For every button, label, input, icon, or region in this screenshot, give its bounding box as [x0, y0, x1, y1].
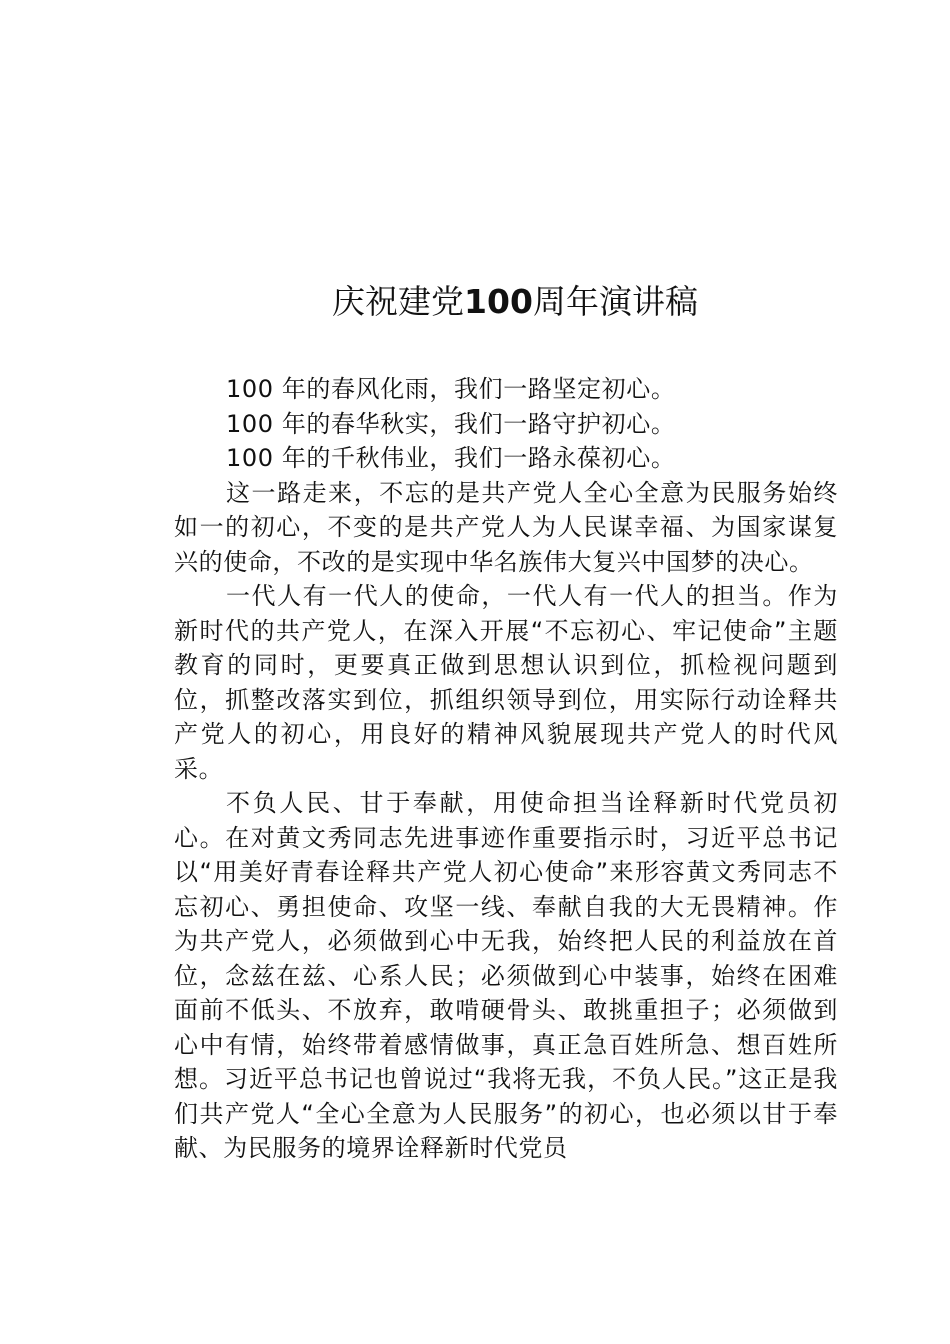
paragraph-4: 这一路走来，不忘的是共产党人全心全意为民服务始终如一的初心，不变的是共产党人为人民谋幸福、为国家谋复兴的使命，不改的是实现中华名族伟大复兴中国梦的决心。: [174, 478, 838, 576]
title-number: 100: [464, 282, 533, 321]
page-title: [0, 282, 950, 322]
title-text: 庆祝建党: [332, 282, 465, 321]
paragraph-5: 一代人有一代人的使命，一代人有一代人的担当。作为新时代的共产党人，在深入开展“不忘初心、牢记使命”主题教育的同时，更要真正做到思想认识到位，抓检视问题到位，抓整改落实到位，抓组织领导到位，用实际行动诠释共产党人的初心，用良好的精神风貌展现共产党人的时代风采。: [174, 582, 838, 783]
title-suffix: 周年演讲稿: [532, 282, 698, 321]
paragraph-2: 100 年的春华秋实，我们一路守护初心。: [226, 409, 676, 438]
paragraph-3: 100 年的千秋伟业，我们一路永葆初心。: [226, 444, 676, 472]
document-body: [174, 372, 838, 1166]
paragraph-1: 100 年的春风化雨，我们一路坚定初心。: [226, 375, 676, 403]
paragraph-6: 不负人民、甘于奉献，用使命担当诠释新时代党员初心。在对黄文秀同志先进事迹作重要指示时，习近平总书记以“用美好青春诠释共产党人初心使命”来形容黄文秀同志不忘初心、勇担使命、攻坚一线、奉献自我的大无畏精神。作为共产党人，必须做到心中无我，始终把人民的利益放在首位，念兹在兹、心系人民；必须做到心中装事，始终在困难面前不低头、不放弃，敢啃硬骨头、敢挑重担子；必须做到心中有情，始终带着感情做事，真正急百姓所急、想百姓所想。习近平总书记也曾说过“我将无我，不负人民。”这正是我们共产党人“全心全意为人民服务”的初心，也必须以甘于奉献、为民服务的境界诠释新时代党员: [174, 789, 838, 1162]
